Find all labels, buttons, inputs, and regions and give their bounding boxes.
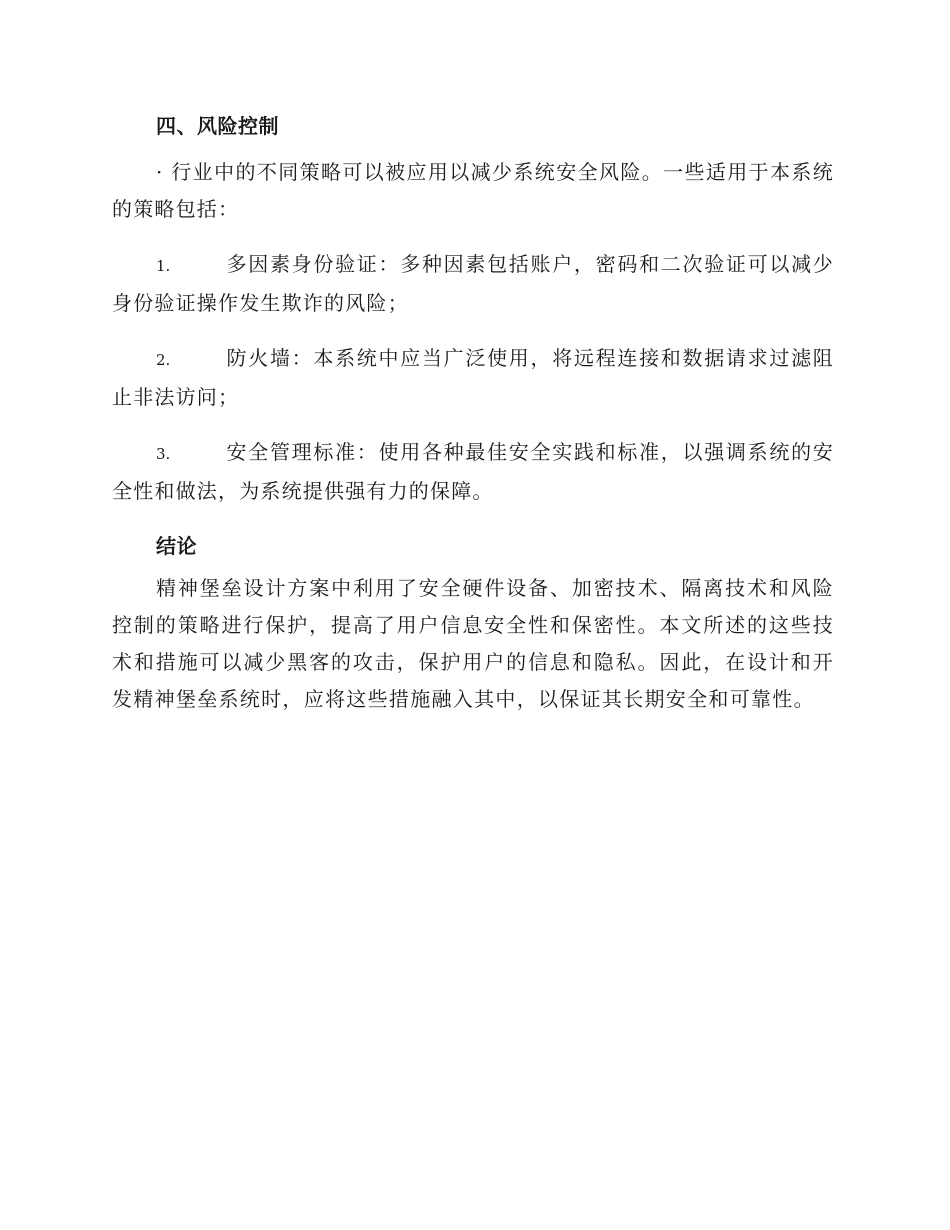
conclusion-paragraph: 精神堡垒设计方案中利用了安全硬件设备、加密技术、隔离技术和风险控制的策略进行保护，提高了用户信息安全性和保密性。本文所述的这些技术和措施可以减少黑客的攻击，保护用户的信息和隐私。因此，在设计和开发精神堡垒系统时，应将这些措施融入其中，以保证其长期安全和可靠性。 bbox=[112, 576, 834, 711]
list-item-number: 1. bbox=[156, 257, 171, 275]
section-heading-risk-control: 四、风险控制 bbox=[156, 114, 279, 138]
list-item-number: 3. bbox=[156, 445, 171, 463]
list-item-text: 防火墙：本系统中应当广泛使用，将远程连接和数据请求过滤阻止非法访问； bbox=[112, 346, 834, 409]
section-heading-conclusion: 结论 bbox=[156, 534, 197, 558]
list-item-number: 2. bbox=[156, 351, 171, 369]
list-item-text: 安全管理标准：使用各种最佳安全实践和标准，以强调系统的安全性和做法，为系统提供强有力的保障。 bbox=[112, 440, 834, 503]
list-item bbox=[112, 340, 834, 416]
list-item bbox=[112, 246, 834, 322]
list-item-text: 多因素身份验证：多种因素包括账户，密码和二次验证可以减少身份验证操作发生欺诈的风险； bbox=[112, 252, 834, 315]
list-item bbox=[112, 434, 834, 510]
section-intro-paragraph: · 行业中的不同策略可以被应用以减少系统安全风险。一些适用于本系统的策略包括： bbox=[112, 160, 834, 221]
document-page bbox=[112, 108, 834, 736]
